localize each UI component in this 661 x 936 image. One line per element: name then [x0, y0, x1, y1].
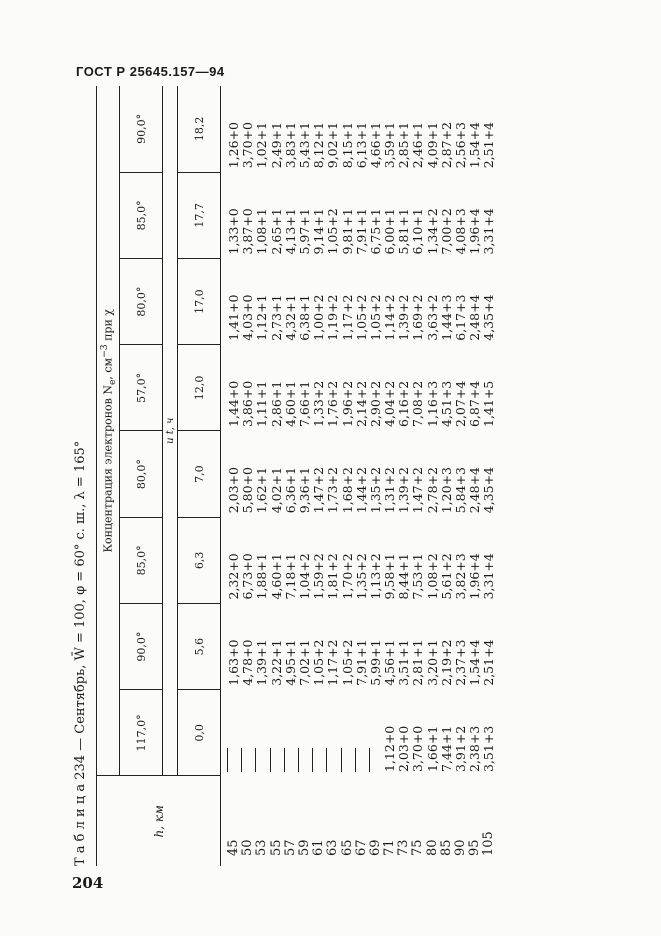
height-value: 63: [325, 839, 341, 856]
table-cell: 1,05+2: [339, 639, 355, 686]
table-cell: 6,10+1: [410, 208, 426, 255]
table-cell: 2,32+0: [226, 553, 241, 600]
table-cell: 2,51+4: [481, 121, 497, 169]
table-cell: 8,12+1: [311, 121, 327, 169]
table-cell: 1,12+1: [254, 294, 270, 341]
height-value: 67: [353, 839, 369, 856]
table-cell: 1,05+2: [367, 294, 383, 341]
table-cell: 6,73+0: [240, 553, 256, 600]
table-cell: [355, 748, 369, 772]
height-value: 85: [438, 839, 454, 856]
height-value: 65: [339, 839, 355, 856]
table-cell: 6,75+1: [367, 208, 383, 255]
table-cell: 3,59+1: [382, 121, 398, 169]
table-cell: 7,44+1: [438, 725, 454, 772]
empty-dash: [270, 748, 285, 772]
table-cell: 1,41+0: [226, 294, 241, 341]
table-cell: 1,96+2: [339, 380, 355, 427]
time-header-cell: 17,7: [178, 172, 221, 258]
table-cell: 5,43+1: [296, 121, 312, 169]
table-cell: 2,37+3: [453, 639, 468, 686]
table-cell: 3,20+1: [424, 639, 440, 686]
table-cell: 1,73+2: [325, 466, 341, 514]
height-value: 105: [481, 831, 497, 856]
table-cell: 1,54+4: [467, 639, 483, 686]
time-header-cell: 18,2: [178, 86, 221, 172]
empty-dash: [227, 748, 242, 772]
chi-header-cell: 117,0°: [120, 690, 163, 776]
height-value: 50: [240, 839, 256, 856]
table-cell: 3,31+4: [481, 208, 497, 255]
concentration-column: [221, 259, 497, 345]
table-cell: [255, 748, 269, 772]
time-header-cell: 7,0: [178, 431, 221, 517]
table-cell: 3,87+0: [240, 208, 256, 255]
table-cell: 2,87+2: [438, 121, 454, 169]
table-cell: 1,39+1: [254, 639, 270, 686]
table-cell: 7,91+1: [353, 208, 369, 255]
table-cell: 3,31+4: [481, 553, 497, 600]
empty-dash: [255, 748, 270, 772]
table-cell: 1,17+2: [325, 639, 341, 686]
concentration-column: [221, 345, 497, 431]
table-cell: 1,34+2: [424, 208, 440, 255]
table-cell: 1,08+2: [424, 553, 440, 600]
table-cell: 3,51+3: [481, 725, 497, 772]
table-cell: [284, 748, 298, 772]
table-cell: 4,13+1: [282, 208, 298, 255]
empty-dash: [298, 748, 313, 772]
table-cell: 1,41+5: [481, 380, 497, 427]
table-cell: 2,07+4: [453, 380, 468, 427]
table-cell: 1,44+3: [438, 294, 454, 341]
table-cell: 3,82+3: [453, 553, 468, 600]
table-cell: 2,03+0: [396, 725, 412, 772]
table-cell: 1,05+2: [311, 639, 327, 686]
time-header-cell: 5,6: [178, 604, 221, 690]
table-cell: 6,17+3: [453, 294, 468, 341]
height-value: 75: [410, 839, 426, 856]
table-cell: 6,16+2: [396, 380, 412, 427]
table-cell: 1,39+2: [396, 466, 412, 514]
table-cell: 1,17+2: [339, 294, 355, 341]
table-cell: 1,47+2: [410, 466, 426, 514]
table-cell: 2,51+4: [481, 639, 497, 686]
table-cell: 2,90+2: [367, 380, 383, 427]
height-value: 53: [254, 839, 270, 856]
table-cell: 1,70+2: [339, 553, 355, 600]
table-cell: 7,91+1: [353, 639, 369, 686]
table-cell: 1,96+4: [467, 208, 483, 255]
table-cell: 4,09+1: [424, 121, 440, 169]
table-cell: 6,38+1: [296, 294, 312, 341]
table-cell: 2,14+2: [353, 380, 369, 427]
table-cell: 5,99+1: [367, 639, 383, 686]
table-cell: 1,08+1: [254, 208, 270, 255]
table-cell: 9,02+1: [325, 121, 341, 169]
table-cell: 9,14+1: [311, 208, 327, 255]
table-cell: 1,68+2: [339, 466, 355, 514]
table-cell: 1,62+1: [254, 466, 270, 514]
rotated-table-block: [68, 86, 588, 866]
table-cell: 2,38+3: [467, 725, 483, 772]
table-cell: 1,47+2: [311, 466, 327, 514]
table-cell: 7,66+1: [296, 380, 312, 427]
table-cell: 1,33+2: [311, 380, 327, 427]
concentration-column: [221, 431, 497, 517]
concentration-column: [221, 172, 497, 258]
table-cell: 3,51+1: [396, 639, 412, 686]
table-cell: 1,19+2: [325, 294, 341, 341]
time-header-cell: 12,0: [178, 345, 221, 431]
table-cell: 1,66+1: [424, 725, 440, 772]
table-cell: 4,32+1: [282, 294, 298, 341]
table-cell: 1,13+2: [367, 553, 383, 600]
table-cell: 4,04+2: [382, 380, 398, 427]
chi-header-cell: 57,0°: [120, 345, 163, 431]
table-cell: 1,44+2: [353, 466, 369, 514]
empty-dash: [355, 748, 370, 772]
table-cell: 4,60+1: [268, 553, 284, 600]
data-table: [96, 86, 497, 866]
table-cell: 5,81+1: [396, 208, 412, 255]
table-cell: [369, 748, 383, 772]
table-cell: 1,39+2: [396, 294, 412, 341]
table-cell: 4,60+1: [282, 380, 298, 427]
page-number: 204: [72, 874, 104, 892]
table-cell: [326, 748, 340, 772]
empty-dash: [341, 748, 356, 772]
table-cell: 1,26+0: [226, 121, 241, 169]
table-cell: 1,63+0: [226, 639, 241, 686]
table-cell: 2,46+1: [410, 121, 426, 169]
table-cell: 7,18+1: [282, 553, 298, 600]
time-subheader: и t, ч: [163, 86, 178, 776]
table-cell: 1,02+1: [254, 121, 270, 169]
table-cell: 2,48+4: [467, 294, 483, 341]
height-value: 55: [268, 839, 284, 856]
table-cell: 1,05+2: [353, 294, 369, 341]
concentration-column: [221, 604, 497, 690]
table-cell: 4,35+4: [481, 294, 497, 341]
table-cell: 2,19+2: [438, 639, 454, 686]
table-cell: 4,66+1: [367, 121, 383, 169]
table-cell: 1,88+1: [254, 553, 270, 600]
document-header: ГОСТ Р 25645.157—94: [76, 64, 225, 79]
height-value: 57: [282, 839, 298, 856]
table-cell: 7,00+2: [438, 208, 454, 255]
table-cell: 2,65+1: [268, 208, 284, 255]
table-caption: Т а б л и ц а 234 — Сентябрь, W̄ = 100, φ = 60° с. ш., λ = 165°: [73, 440, 88, 866]
table-cell: 1,33+0: [226, 208, 241, 255]
table-cell: 7,53+1: [410, 553, 426, 600]
concentration-column: [221, 690, 497, 776]
table-cell: 1,05+2: [325, 208, 341, 255]
height-value: 69: [367, 839, 383, 856]
table-cell: 1,69+2: [410, 294, 426, 341]
table-cell: 4,35+4: [481, 466, 497, 514]
table-cell: 5,97+1: [296, 208, 312, 255]
height-value: 90: [453, 839, 468, 856]
table-cell: 2,56+3: [453, 121, 468, 169]
table-cell: 2,03+0: [226, 466, 241, 514]
height-value: 80: [424, 839, 440, 856]
table-cell: 2,49+1: [268, 121, 284, 169]
height-value: 95: [467, 839, 483, 856]
time-header-cell: 17,0: [178, 259, 221, 345]
table-cell: 1,44+0: [226, 380, 241, 427]
table-cell: [312, 748, 326, 772]
table-cell: 9,81+1: [339, 208, 355, 255]
table-cell: 3,63+2: [424, 294, 440, 341]
table-cell: 1,59+2: [311, 553, 327, 600]
table-cell: 6,36+1: [282, 466, 298, 514]
table-cell: 3,70+0: [410, 725, 426, 772]
chi-header-cell: 85,0°: [120, 517, 163, 603]
table-cell: 2,73+1: [268, 294, 284, 341]
height-value: 71: [382, 839, 398, 856]
table-cell: 6,00+1: [382, 208, 398, 255]
table-cell: 4,56+1: [382, 639, 398, 686]
table-cell: 1,11+1: [254, 380, 270, 427]
table-cell: 9,58+1: [382, 553, 398, 600]
table-cell: 1,54+4: [467, 121, 483, 169]
chi-header-cell: 90,0°: [120, 86, 163, 172]
table-cell: 1,20+3: [438, 466, 454, 514]
heights-column: [221, 776, 497, 866]
chi-header-cell: 90,0°: [120, 604, 163, 690]
table-cell: 6,87+4: [467, 380, 483, 427]
chi-header-cell: 80,0°: [120, 431, 163, 517]
table-cell: 1,31+2: [382, 466, 398, 514]
table-cell: 4,51+3: [438, 380, 454, 427]
table-cell: [341, 748, 355, 772]
table-cell: 8,44+1: [396, 553, 412, 600]
height-value: 73: [396, 839, 412, 856]
table-cell: 1,35+2: [367, 466, 383, 514]
time-header-cell: 6,3: [178, 517, 221, 603]
table-cell: 2,85+1: [396, 121, 412, 169]
table-cell: 3,91+2: [453, 725, 468, 772]
height-value: 61: [311, 839, 327, 856]
table-cell: 1,35+2: [353, 553, 369, 600]
concentration-header: Концентрация электронов $N_e$, $см^{-3}$ при χ: [97, 86, 120, 776]
table-cell: 1,76+2: [325, 380, 341, 427]
table-cell: [241, 748, 255, 772]
table-cell: 2,81+1: [410, 639, 426, 686]
height-value: 59: [296, 839, 312, 856]
table-cell: 4,78+0: [240, 639, 256, 686]
chi-header-cell: 80,0°: [120, 259, 163, 345]
empty-dash: [326, 748, 341, 772]
table-cell: 3,22+1: [268, 639, 284, 686]
chi-header-cell: 85,0°: [120, 172, 163, 258]
table-cell: 9,36+1: [296, 466, 312, 514]
table-cell: 4,02+1: [268, 466, 284, 514]
table-cell: 4,03+0: [240, 294, 256, 341]
table-cell: [227, 748, 241, 772]
h-km-header: h, км: [97, 776, 221, 866]
empty-dash: [241, 748, 256, 772]
table-cell: 1,00+2: [311, 294, 327, 341]
table-cell: 4,95+1: [282, 639, 298, 686]
empty-dash: [312, 748, 327, 772]
empty-dash: [284, 748, 299, 772]
table-cell: [270, 748, 284, 772]
table-cell: 7,02+1: [296, 639, 312, 686]
table-cell: 7,08+2: [410, 380, 426, 427]
height-value: 45: [226, 839, 241, 856]
table-cell: 1,96+4: [467, 553, 483, 600]
table-cell: 1,14+2: [382, 294, 398, 341]
table-cell: 2,78+2: [424, 466, 440, 514]
concentration-column: [221, 86, 497, 172]
table-cell: 4,08+3: [453, 208, 468, 255]
table-cell: 3,86+0: [240, 380, 256, 427]
table-cell: 1,16+3: [424, 380, 440, 427]
table-cell: 1,12+0: [382, 725, 398, 772]
table-cell: 5,80+0: [240, 466, 256, 514]
table-cell: 2,48+4: [467, 466, 483, 514]
time-header-cell: 0,0: [178, 690, 221, 776]
table-cell: 1,81+2: [325, 553, 341, 600]
table-cell: 3,70+0: [240, 121, 256, 169]
table-cell: 2,86+1: [268, 380, 284, 427]
table-cell: 5,61+2: [438, 553, 454, 600]
concentration-column: [221, 517, 497, 603]
table-cell: 8,15+1: [339, 121, 355, 169]
table-cell: [298, 748, 312, 772]
table-cell: 6,13+1: [353, 121, 369, 169]
table-cell: 3,83+1: [282, 121, 298, 169]
table-cell: 5,84+3: [453, 466, 468, 514]
table-cell: 1,04+2: [296, 553, 312, 600]
